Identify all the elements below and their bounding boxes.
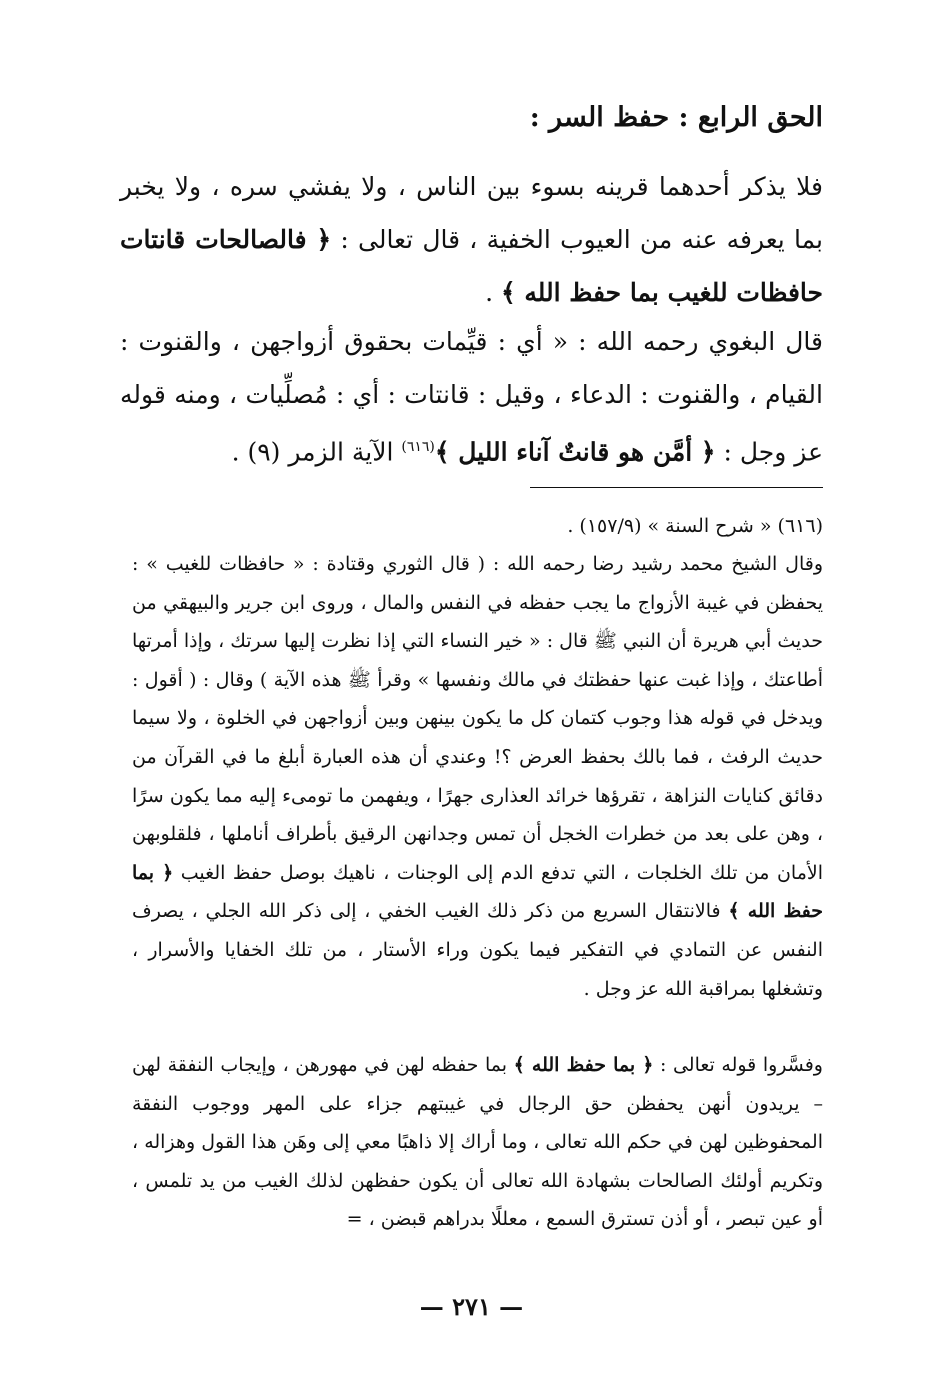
footnote-commentary-text: وقال الشيخ محمد رشيد رضا رحمه الله : ( قال الثوري وقتادة : « حافظات للغيب » : يحفظن في غيبة الأزواج ما يجب حفظه في النفس والمال ، وروى ابن جرير والبيهقي من حديث أبي هريرة أن النبي ﷺ قال : « خير النساء التي إذا نظرت إليها سرتك ، وإذا أمرتها أطاعتك ، وإذا غبت عنها حفظتك في مالك ونفسها » وقرأ ﷺ هذه الآية ) وقال : ( أقول : ويدخل في قوله هذا وجوب كتمان كل ما يكون بينهن وبين أزواجهن في الخلوة ، ولا سيما حديث الرفث ، فما بالك بحفظ العرض ؟! وعندي أن هذه العبارة أبلغ ما في القرآن من دقائق كنايات النزاهة ، تقرؤها خرائد العذارى جهرًا ، ويفهمن ما تومىء إليه مما يكون سرًا ، وهن على بعد من خطرات الخجل أن تمس وجدانهن الرقيق بأطراف أناملها ، فلقلوبهن الأمان من تلك الخلجات ، التي تدفع الدم إلى الوجنات ، ناهيك بوصل حفظ الغيب: [132, 553, 823, 884]
paragraph-1-end: .: [485, 278, 494, 307]
footnote-continuation-end: بما حفظه لهن في مهورهن ، وإيجاب النفقة لهن – يريدون أنهن يحفظن حق الرجال في غيبتهم جزاء على المهر ووجوب النفقة المحفوظين لهن في حكم الله تعالى ، وما أراك إلا ذاهبًا معي إلى وهَن هذا القول وهزاله ، وتكريم أولئك الصالحات بشهادة الله تعالى أن يكون حفظهن لذلك الغيب من يد تلمس ، أو عين تبصر ، أو أذن تسترق السمع ، معللًا بدراهم قبضن ، =: [132, 1054, 823, 1231]
footnote-reference: (٦١٦): [401, 439, 435, 455]
footnote-citation: (٦١٦) « شرح السنة » (١٥٧/٩) .: [567, 515, 823, 537]
paragraph-1-text: فلا يذكر أحدهما قرينه بسوء بين الناس ، ولا يفشي سره ، ولا يخبر بما يعرفه عنه من العيوب الخفية ، قال تعالى :: [120, 172, 824, 254]
paragraph-2-end: الآية الزمر (٩) .: [231, 437, 394, 467]
quran-verse-2: ﴿ أمَّن هو قانتٌ آناء الليل ﴾: [434, 437, 716, 467]
page-number: — ٢٧١ —: [419, 1292, 524, 1321]
footnote-verse-1: ﴿ بما حفظ الله ﴾: [132, 861, 823, 923]
footnote-continuation-start: وفسَّروا قوله تعالى :: [660, 1054, 823, 1076]
paragraph-2: [120, 315, 823, 478]
quran-verse-1: ﴿ فالصالحات قانتات حافظات للغيب بما حفظ الله ﴾: [120, 225, 823, 307]
footnote-verse-2: ﴿ بما حفظ الله ﴾: [513, 1054, 654, 1076]
footnote-continuation: [132, 1046, 823, 1239]
footnote-commentary-end: فالانتقال السريع من ذكر ذلك الغيب الخفي ، إلى ذكر الله الجلي ، يصرف النفس عن التمادي في التفكير فيما يكون وراء الأستار ، من تلك الخفايا والأسرار ، وتشغلها بمراقبة الله عز وجل .: [132, 900, 823, 1000]
paragraph-1: [120, 160, 823, 319]
footnote-commentary: [132, 545, 823, 1008]
footnote-divider: [530, 487, 823, 488]
section-heading: الحق الرابع : حفظ السر :: [529, 102, 823, 133]
paragraph-2-text: قال البغوي رحمه الله : « أي : قيِّمات بحقوق أزواجهن ، والقنوت : القيام ، والقنوت : الدعاء ، وقيل : قانتات : أي : مُصلِّيات ، ومنه قوله عز وجل :: [120, 327, 823, 467]
